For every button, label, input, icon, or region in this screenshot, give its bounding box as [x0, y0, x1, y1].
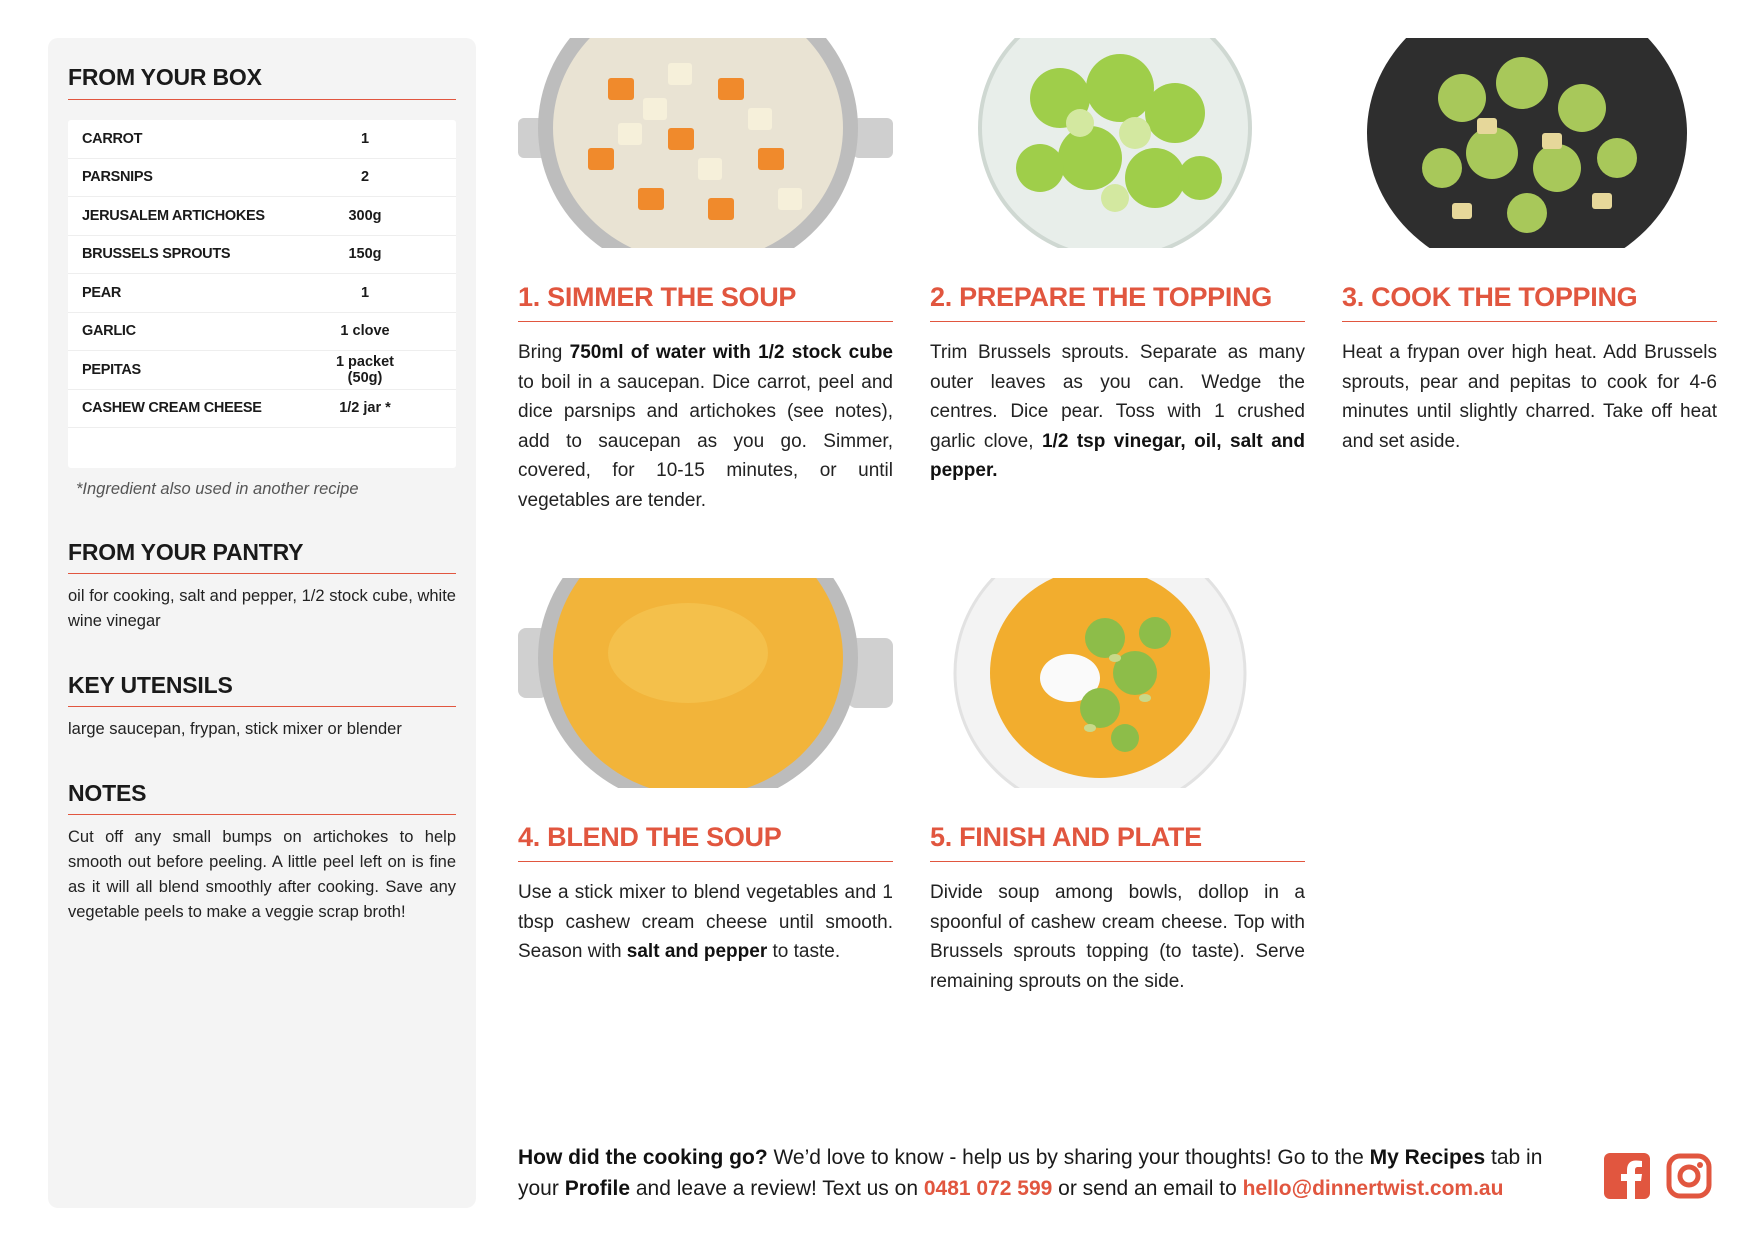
step-2-photo — [930, 38, 1305, 248]
ingredient-qty: 1 — [360, 284, 370, 301]
ingredient-row — [68, 120, 456, 159]
ingredient-name: PARSNIPS — [82, 169, 153, 186]
footer-text: tab in your — [518, 1146, 1543, 1200]
step-1-title: 1. SIMMER THE SOUP — [518, 282, 893, 322]
frypan-topping-image — [1342, 38, 1717, 248]
notes-text: Cut off any small bumps on artichokes to help smooth out before peeling. A little peel left on is fine as it will all blend smoothly after cooking. Save any vegetable peels to make a veggie scrap broth! — [68, 828, 456, 921]
ingredient-row — [68, 197, 456, 236]
pantry-section — [68, 539, 456, 634]
ingredient-row — [68, 351, 456, 390]
pantry-heading: FROM YOUR PANTRY — [68, 539, 456, 574]
ingredient-qty: 1 packet (50g) — [335, 353, 395, 386]
step-5-title: 5. FINISH AND PLATE — [930, 822, 1305, 862]
footer-text: and leave a review! Text us on — [630, 1177, 924, 1200]
ingredient-name: PEAR — [82, 284, 122, 301]
ingredient-qty: 1 — [360, 130, 370, 147]
profile-label: Profile — [564, 1177, 631, 1200]
step-2 — [930, 38, 1305, 486]
feedback-question: How did the cooking go? — [518, 1146, 768, 1169]
step-text-part: Use a stick mixer to blend vegetables and 1 tbsp cashew cream cheese until smooth. Season with — [518, 882, 893, 962]
step-5-photo — [930, 578, 1305, 788]
step-text-part: Divide soup among bowls, dollop in a spoonful of cashew cream cheese. Top with Brussels sprouts topping (to taste). Serve remaining sprouts on the side. — [930, 882, 1305, 992]
ingredient-row — [68, 159, 456, 198]
ingredient-name: JERUSALEM ARTICHOKES — [82, 207, 265, 224]
step-3-title: 3. COOK THE TOPPING — [1342, 282, 1717, 322]
ingredient-name: CARROT — [82, 130, 143, 147]
step-5-text — [930, 878, 1305, 996]
step-2-text — [930, 338, 1305, 486]
step-text-bold: salt and pepper — [626, 941, 768, 962]
ingredient-name: CASHEW CREAM CHEESE — [82, 400, 262, 417]
utensils-section — [68, 672, 456, 742]
step-4-title: 4. BLEND THE SOUP — [518, 822, 893, 862]
step-1-text — [518, 338, 893, 515]
saucepan-vegetables-image — [518, 38, 893, 248]
notes-section — [68, 780, 456, 925]
step-4-text — [518, 878, 893, 967]
footer-text: We’d love to know - help us by sharing your thoughts! Go to the — [767, 1146, 1370, 1169]
ingredient-name: GARLIC — [82, 323, 136, 340]
ingredient-qty: 2 — [360, 169, 370, 186]
step-3 — [1342, 38, 1717, 456]
from-your-box-heading: FROM YOUR BOX — [68, 64, 456, 100]
table-spacer — [68, 428, 456, 468]
ingredient-row — [68, 313, 456, 352]
step-4 — [518, 578, 893, 967]
step-3-text — [1342, 338, 1717, 456]
my-recipes-label: My Recipes — [1369, 1146, 1486, 1169]
instagram-icon[interactable] — [1666, 1153, 1712, 1204]
box-ingredients-table — [68, 120, 456, 468]
step-3-photo — [1342, 38, 1717, 248]
step-1-photo — [518, 38, 893, 248]
step-text-part: Heat a frypan over high heat. Add Brussels sprouts, pear and pepitas to cook for 4-6 minutes until slightly charred. Take off heat and set aside. — [1342, 342, 1717, 452]
email-link[interactable]: hello@dinnertwist.com.au — [1242, 1177, 1504, 1200]
step-text-bold: 750ml of water with 1/2 stock cube — [569, 342, 894, 363]
ingredient-name: PEPITAS — [82, 361, 141, 378]
ingredient-qty: 150g — [348, 246, 382, 263]
ingredient-name: BRUSSELS SPROUTS — [82, 246, 231, 263]
step-text-part: to taste. — [767, 941, 841, 962]
step-text-part: Bring — [518, 342, 570, 363]
step-text-part: Trim Brussels sprouts. Separate as many outer leaves as you can. Wedge the centres. Dice pear. Toss with 1 crushed garlic clove, — [930, 342, 1305, 452]
utensils-text: large saucepan, frypan, stick mixer or blender — [68, 720, 402, 738]
step-4-photo — [518, 578, 893, 788]
blended-soup-image — [518, 578, 893, 788]
ingredient-qty: 1 clove — [340, 323, 390, 340]
feedback-footer — [518, 1142, 1578, 1204]
step-1 — [518, 38, 893, 515]
ingredient-row — [68, 236, 456, 275]
ingredient-qty: 300g — [348, 207, 382, 224]
step-text-part: to boil in a saucepan. Dice carrot, peel and dice parsnips and artichokes (see notes), add to saucepan as you go. Simmer, covered, for 10-15 minutes, or until vegetables are tender. — [518, 371, 893, 511]
bowl-sprouts-image — [930, 38, 1305, 248]
ingredients-sidebar — [48, 38, 476, 1208]
shared-ingredient-note: *Ingredient also used in another recipe — [76, 480, 359, 498]
utensils-heading: KEY UTENSILS — [68, 672, 456, 707]
ingredient-row — [68, 274, 456, 313]
pantry-text: oil for cooking, salt and pepper, 1/2 stock cube, white wine vinegar — [68, 587, 456, 630]
notes-heading: NOTES — [68, 780, 456, 815]
step-5 — [930, 578, 1305, 996]
step-2-title: 2. PREPARE THE TOPPING — [930, 282, 1305, 322]
plated-soup-image — [930, 578, 1305, 788]
footer-text: or send an email to — [1052, 1177, 1243, 1200]
facebook-icon[interactable] — [1604, 1153, 1650, 1204]
phone-link[interactable]: 0481 072 599 — [923, 1177, 1053, 1200]
ingredient-qty: 1/2 jar * — [339, 400, 391, 417]
step-text-bold: 1/2 tsp vinegar, oil, salt and pepper. — [930, 430, 1305, 481]
ingredient-row — [68, 390, 456, 429]
